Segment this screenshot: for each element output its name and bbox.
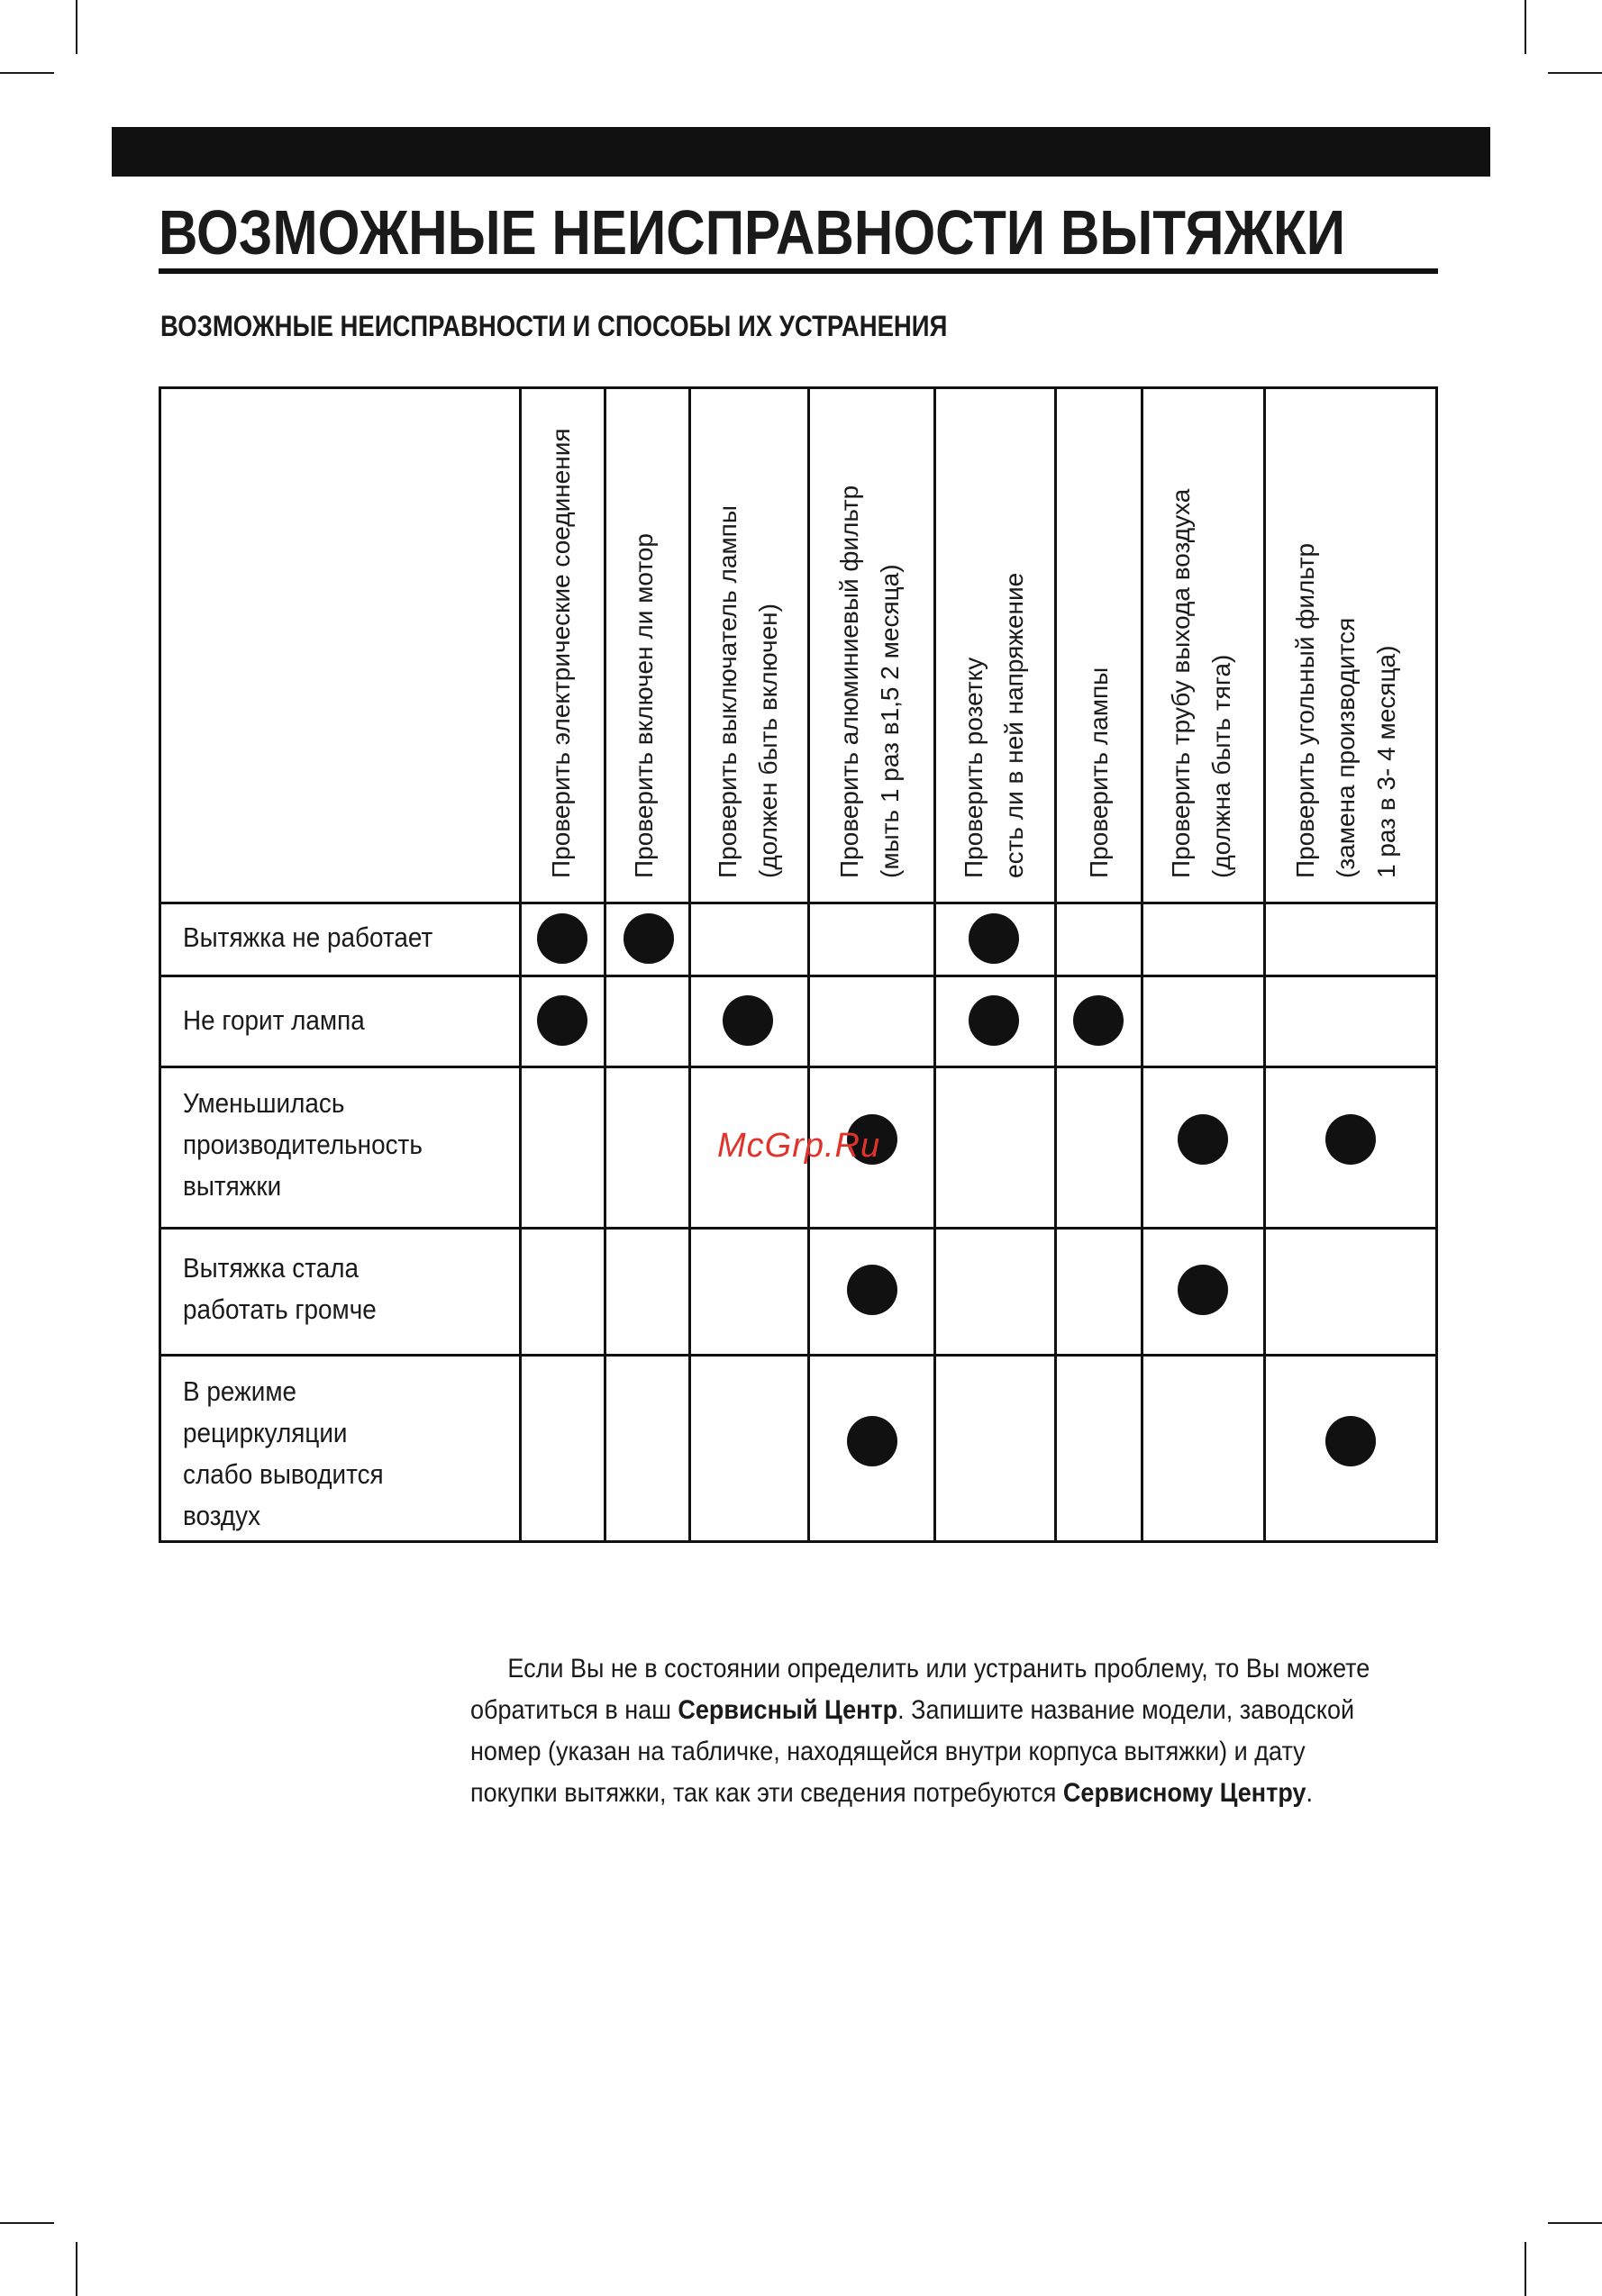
column-divider xyxy=(1141,386,1143,1543)
check-dot xyxy=(537,913,587,964)
column-divider xyxy=(1054,386,1057,1543)
note-line: Если Вы не в состоянии определить или устранить проблему, то Вы можете xyxy=(507,1654,1370,1683)
column-header: Проверить угольный фильтр (замена производится 1 раз в 3- 4 месяца) xyxy=(1291,542,1400,878)
check-dot xyxy=(537,995,587,1046)
column-header: Проверить лампы xyxy=(1085,667,1113,878)
check-dot xyxy=(1073,995,1124,1046)
column-header: Проверить электрические соединения xyxy=(547,428,575,878)
column-divider xyxy=(604,386,606,1543)
check-dot xyxy=(1178,1114,1228,1165)
check-dot xyxy=(847,1265,897,1315)
row-divider xyxy=(159,902,1438,904)
row-divider xyxy=(159,1066,1438,1068)
row-divider xyxy=(159,975,1438,977)
crop-mark xyxy=(1525,2242,1526,2296)
column-divider xyxy=(688,386,691,1543)
note-line: покупки вытяжки, так как эти сведения потребуются Сервисному Центру. xyxy=(470,1778,1314,1808)
crop-mark xyxy=(76,0,77,54)
column-header: Проверить трубу выхода воздуха (должна быть тяга) xyxy=(1167,488,1235,878)
crop-mark xyxy=(0,2222,54,2224)
page-subtitle: ВОЗМОЖНЫЕ НЕИСПРАВНОСТИ И СПОСОБЫ ИХ УСТРАНЕНИЯ xyxy=(160,310,948,342)
row-label: Уменьшилась производительность вытяжки xyxy=(183,1087,423,1202)
crop-mark xyxy=(1548,72,1602,74)
column-divider xyxy=(807,386,810,1543)
service-center-link: Сервисный Центр xyxy=(678,1695,898,1725)
troubleshooting-table xyxy=(159,386,1438,1543)
column-divider xyxy=(933,386,936,1543)
check-dot xyxy=(969,995,1019,1046)
note-line: обратиться в наш Сервисный Центр. Запишите название модели, заводской xyxy=(470,1695,1355,1725)
row-label: Вытяжка стала работать громче xyxy=(183,1252,377,1325)
check-dot xyxy=(847,1416,897,1466)
crop-mark xyxy=(1548,2222,1602,2224)
column-header: Проверить алюминиевый фильтр (мыть 1 раз в1,5 2 месяца) xyxy=(835,485,904,878)
check-dot xyxy=(624,913,674,964)
row-label: Вытяжка не работает xyxy=(183,921,433,953)
check-dot xyxy=(1178,1265,1228,1315)
row-divider xyxy=(159,1227,1438,1230)
column-header: Проверить включен ли мотор xyxy=(630,533,658,878)
crop-mark xyxy=(76,2242,77,2296)
crop-mark xyxy=(1525,0,1526,54)
page-title: ВОЗМОЖНЫЕ НЕИСПРАВНОСТИ ВЫТЯЖКИ xyxy=(159,197,1345,268)
column-divider xyxy=(1263,386,1266,1543)
row-label: Не горит лампа xyxy=(183,1004,365,1036)
row-label: В режиме рециркуляции слабо выводится воздух xyxy=(183,1375,384,1531)
row-divider xyxy=(159,1354,1438,1357)
column-divider xyxy=(519,386,522,1543)
service-note xyxy=(470,1648,1395,1814)
watermark: McGrp.Ru xyxy=(717,1127,881,1165)
check-dot xyxy=(1325,1114,1376,1165)
column-header: Проверить розетку есть ли в ней напряжение xyxy=(960,572,1028,878)
column-header: Проверить выключатель лампы (должен быть включен) xyxy=(714,505,782,878)
crop-mark xyxy=(0,72,54,74)
header-bar xyxy=(112,127,1490,177)
check-dot xyxy=(1325,1416,1376,1466)
note-line: номер (указан на табличке, находящейся внутри корпуса вытяжки) и дату xyxy=(470,1737,1306,1766)
check-dot xyxy=(723,995,773,1046)
check-dot xyxy=(969,913,1019,964)
title-underline xyxy=(159,268,1438,274)
